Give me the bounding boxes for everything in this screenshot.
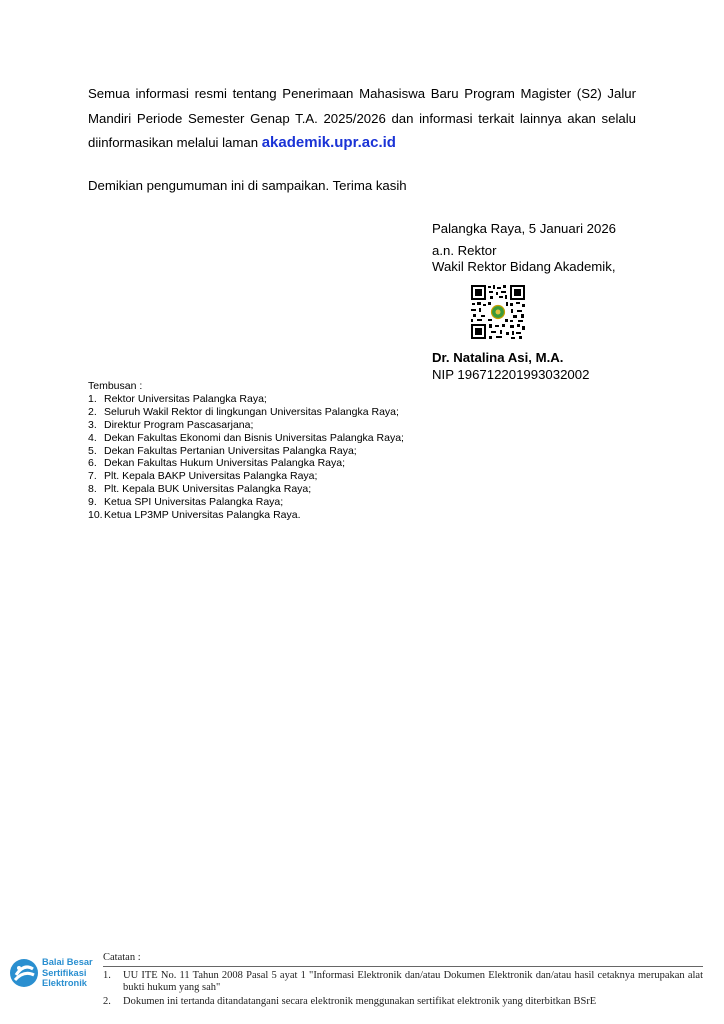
list-item-number: 1. <box>103 970 111 981</box>
list-item-text: Plt. Kepala BUK Universitas Palangka Raya; <box>104 483 312 496</box>
qr-code-icon <box>470 284 526 340</box>
bsre-logo-text <box>42 957 93 989</box>
bsre-logo-icon <box>8 957 40 989</box>
list-item-number: 4. <box>88 431 97 444</box>
list-item-number: 5. <box>88 444 97 457</box>
list-item-number: 3. <box>88 418 97 431</box>
list-item <box>88 419 404 432</box>
list-item <box>88 457 404 470</box>
closing-text: Demikian pengumuman ini di sampaikan. Terima kasih <box>88 178 407 193</box>
announcement-text: Semua informasi resmi tentang Penerimaan Mahasiswa Baru Program Magister (S2) Jalur Mandiri Periode Semester Genap T.A. 2025/2026 dan informasi terkait lainnya akan selalu diinformasikan melalui laman <box>88 86 636 150</box>
list-item <box>88 445 404 458</box>
list-item <box>88 406 404 419</box>
logo-line: Elektronik <box>42 978 87 988</box>
cc-list <box>88 393 404 522</box>
list-item-text: Ketua SPI Universitas Palangka Raya; <box>104 496 284 509</box>
list-item-text: Rektor Universitas Palangka Raya; <box>104 392 267 405</box>
list-item-text: Dekan Fakultas Hukum Universitas Palangka Raya; <box>104 457 346 470</box>
announcement-paragraph <box>88 82 636 156</box>
logo-line: Sertifikasi <box>42 967 87 978</box>
list-item-text: Ketua LP3MP Universitas Palangka Raya. <box>104 509 301 522</box>
signature-place-date: Palangka Raya, 5 Januari 2026 <box>432 221 617 236</box>
list-item-number: 6. <box>88 457 97 470</box>
list-item-number: 2. <box>103 996 111 1007</box>
list-item <box>88 483 404 496</box>
list-item <box>103 970 703 994</box>
signatory-nip: NIP 196712201993032002 <box>432 367 590 382</box>
list-item <box>103 996 703 1008</box>
list-item <box>88 496 404 509</box>
list-item-text: Dekan Fakultas Ekonomi dan Bisnis Universitas Palangka Raya; <box>104 431 404 444</box>
list-item-text: Dokumen ini tertanda ditandatangani secara elektronik menggunakan sertifikat elektronik yang diterbitkan BSrE <box>123 996 597 1007</box>
list-item-number: 7. <box>88 470 97 483</box>
signatory-name: Dr. Natalina Asi, M.A. <box>432 350 564 365</box>
notes-divider <box>103 966 703 967</box>
notes-title: Catatan : <box>103 952 141 963</box>
list-item-text: UU ITE No. 11 Tahun 2008 Pasal 5 ayat 1 "Informasi Elektronik dan/atau Dokumen Elektronik dan/atau hasil cetaknya merupakan alat bukti hukum yang sah" <box>123 970 703 993</box>
akademik-link[interactable]: akademik.upr.ac.id <box>261 134 396 151</box>
signature-on-behalf: a.n. Rektor <box>432 243 497 258</box>
cc-title: Tembusan : <box>88 380 143 392</box>
list-item-text: Direktur Program Pascasarjana; <box>104 418 254 431</box>
list-item-number: 8. <box>88 483 97 496</box>
list-item-number: 9. <box>88 496 97 509</box>
bsre-logo <box>8 955 98 991</box>
list-item-number: 10. <box>88 509 103 522</box>
list-item-text: Plt. Kepala BAKP Universitas Palangka Raya; <box>104 470 318 483</box>
list-item <box>88 470 404 483</box>
logo-line: Balai Besar <box>42 957 93 967</box>
list-item-number: 1. <box>88 392 97 405</box>
notes-list <box>103 970 703 1008</box>
list-item <box>88 509 404 522</box>
list-item <box>88 432 404 445</box>
footer-notes <box>103 952 703 1010</box>
list-item-text: Seluruh Wakil Rektor di lingkungan Universitas Palangka Raya; <box>104 405 399 418</box>
list-item-text: Dekan Fakultas Pertanian Universitas Palangka Raya; <box>104 444 357 457</box>
cc-section <box>88 380 404 522</box>
list-item-number: 2. <box>88 405 97 418</box>
signature-position: Wakil Rektor Bidang Akademik, <box>432 259 616 274</box>
list-item <box>88 393 404 406</box>
